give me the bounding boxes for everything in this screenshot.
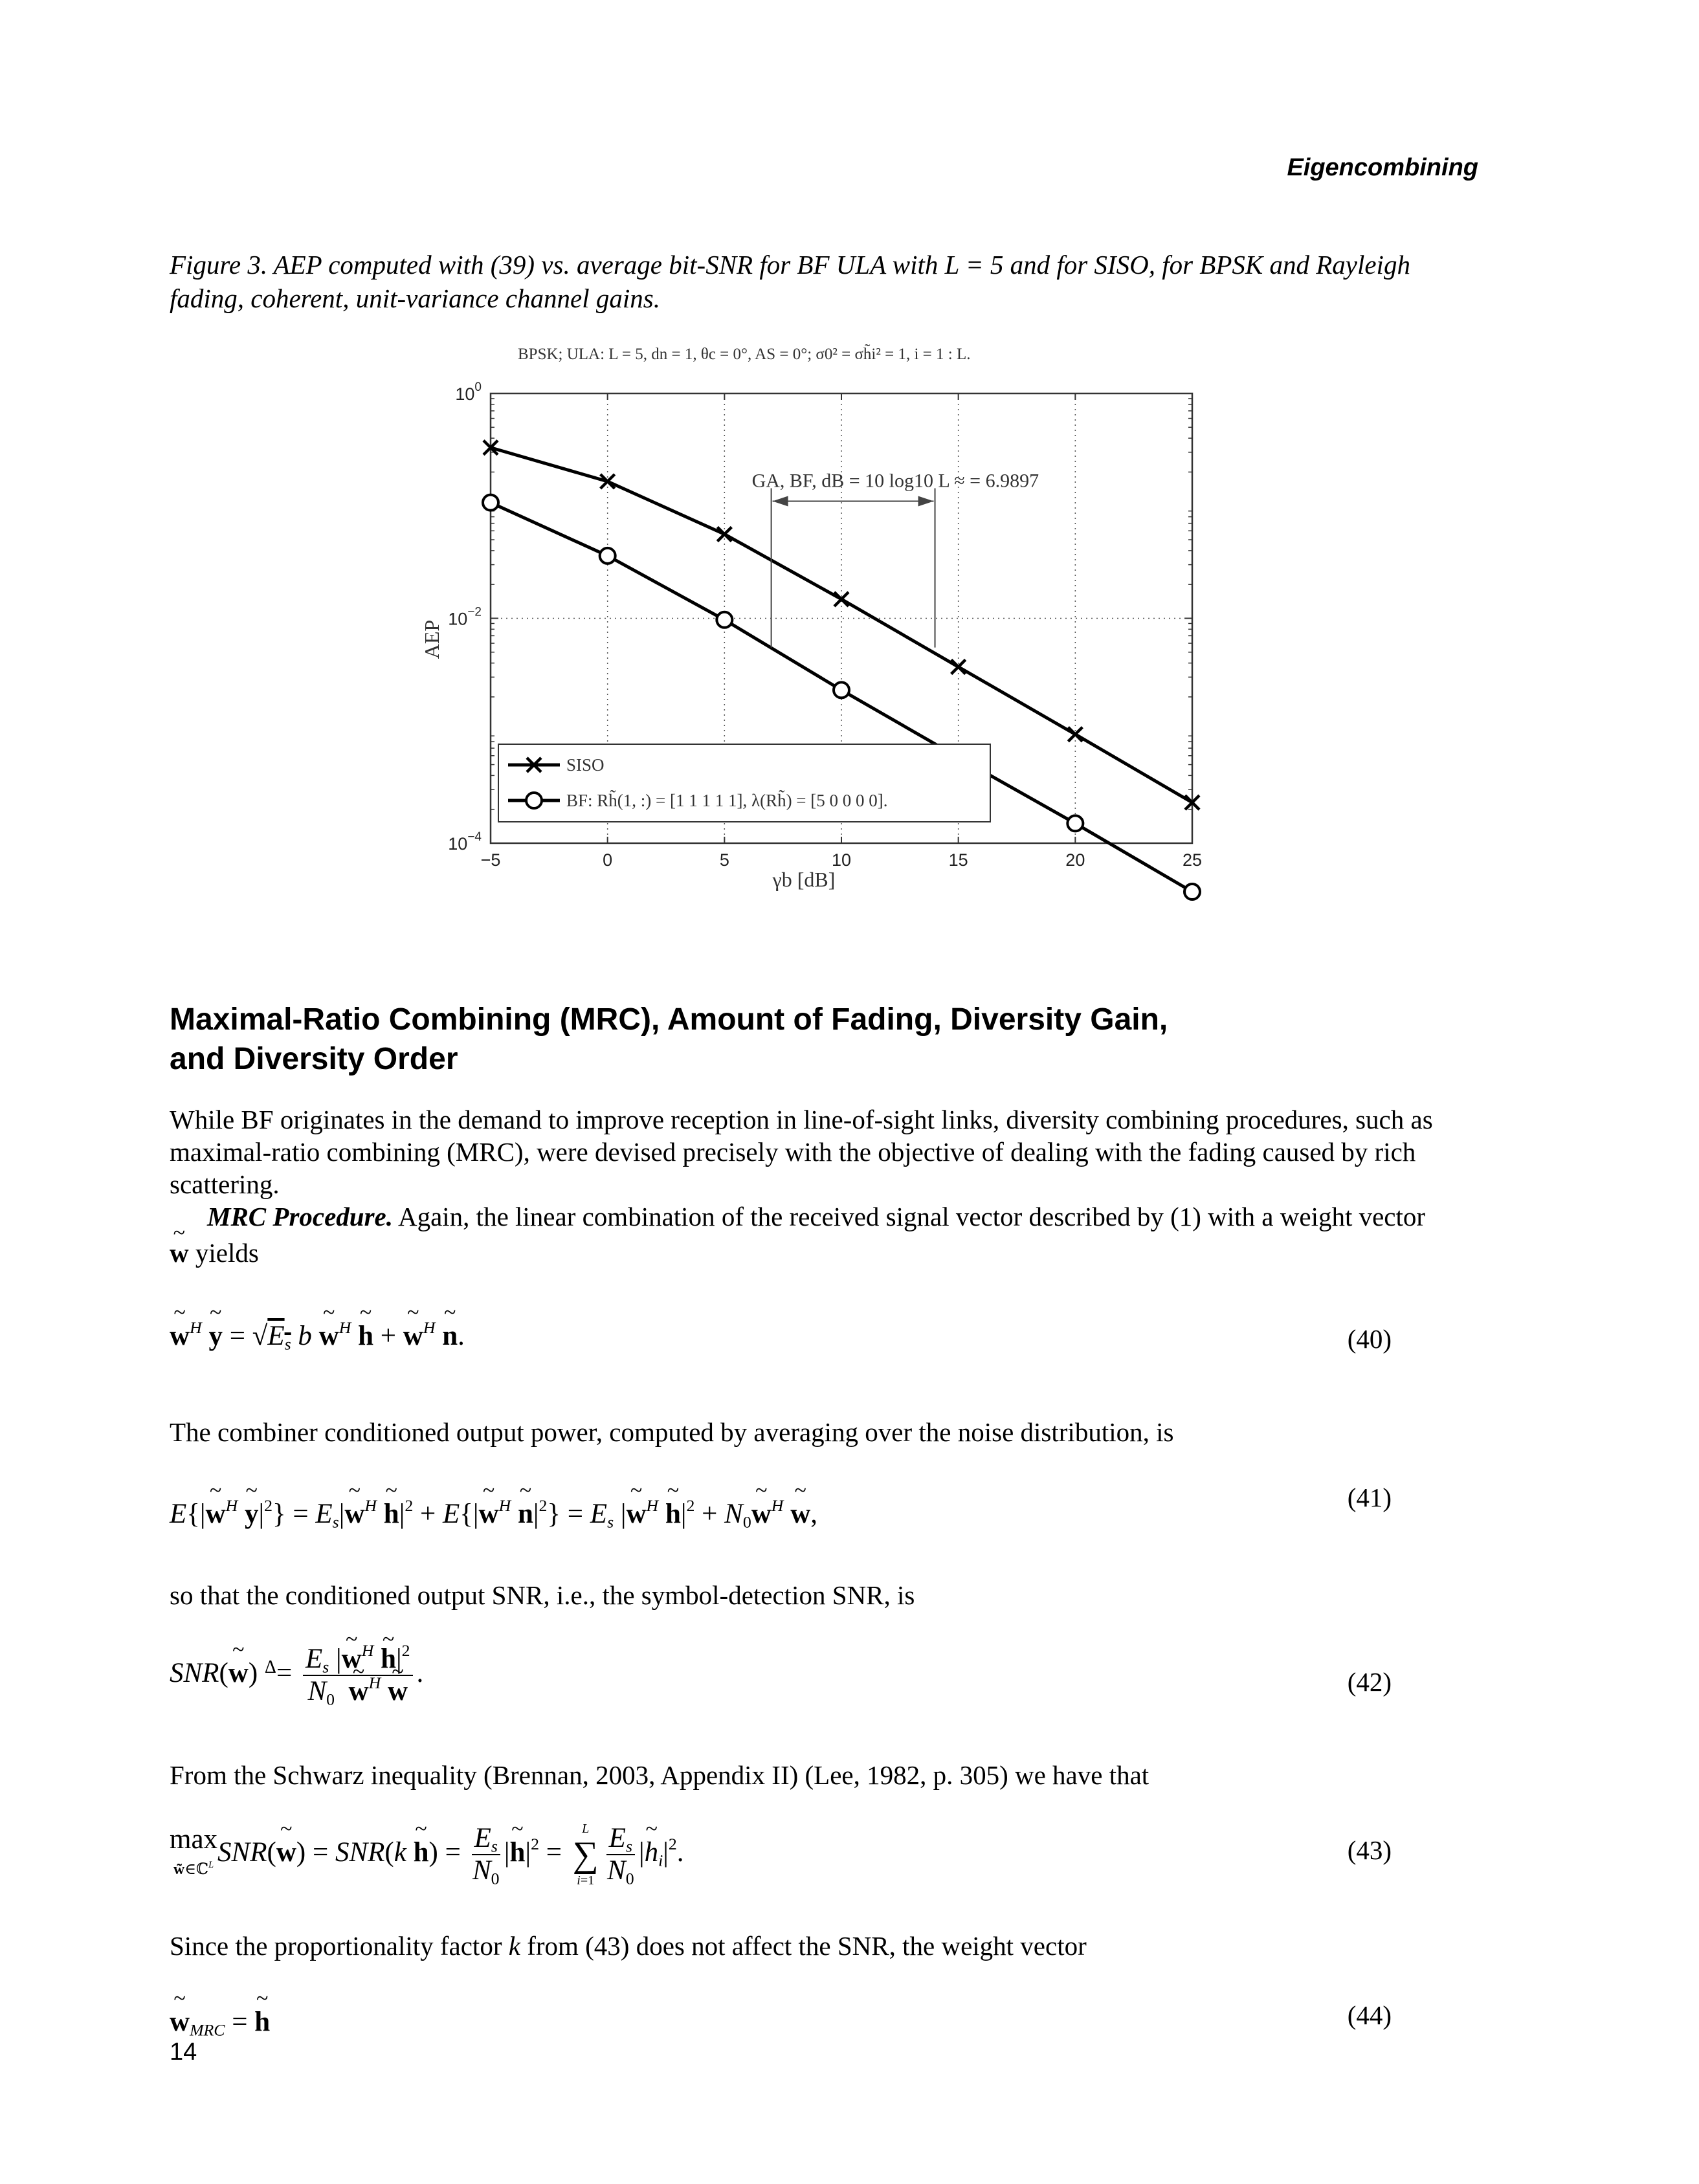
section-heading (170, 1000, 1464, 1079)
bf-marker (1067, 815, 1083, 831)
y-tick-label: $10^0$ (455, 381, 482, 404)
paragraph-snr: so that the conditioned output SNR, i.e., the symbol-detection SNR, is (170, 1580, 915, 1610)
y-tick-label: $10^{-2}$ (448, 605, 482, 629)
equation-40: ~ $w^H$ ~ $y = √E_s$ b ~ $w^H$ ~ h + ~ $w^H$ ~ n. (170, 1320, 465, 1352)
bf-marker (834, 682, 849, 698)
bf-marker (483, 495, 498, 511)
equation-number-41: (41) (1347, 1483, 1392, 1512)
equation-42: SNR(~ w) $^\Delta$= $\frac{E_s |\sim w^H \sim h|^2}{N_0 \sim w^H \sim w}$ . (170, 1644, 423, 1707)
bf-marker (600, 548, 616, 564)
section-heading-line-1: Maximal-Ratio Combining (MRC), Amount of Fading, Diversity Gain, (170, 1002, 1168, 1037)
x-tick-label: 0 (603, 850, 613, 870)
x-tick-label: 15 (948, 850, 968, 870)
paragraph-mrc: MRC Procedure. Again, the linear combination of the received signal vector described by (1) with a weight vector ~ w yields (170, 1200, 1478, 1269)
mrc-procedure-label: MRC Procedure. (207, 1202, 393, 1231)
x-tick-label: 25 (1182, 850, 1203, 870)
y-tick-label: $10^{-4}$ (448, 830, 482, 854)
since-text-a: Since the proportionality factor (170, 1931, 509, 1961)
x-tick-label: 20 (1065, 850, 1085, 870)
legend-label: BF: Rh̃(1, :) = [1 1 1 1 1], λ(Rh̃) = [5 0 0 0 0]. (566, 791, 888, 810)
siso-marker (1068, 727, 1082, 742)
paragraph-power: The combiner conditioned output power, computed by averaging over the noise distribution, is (170, 1417, 1174, 1447)
annotation-text: GA, BF, dB = 10 log10 L ≈ = 6.9897 (751, 470, 1039, 492)
y-axis-label: AEP (420, 619, 443, 659)
page-number: 14 (170, 2038, 197, 2066)
siso-marker (951, 660, 966, 674)
bf-marker (716, 612, 732, 628)
since-text-k: k (508, 1931, 520, 1961)
figure-caption: Figure 3. AEP computed with (39) vs. average bit-SNR for BF ULA with L = 5 and for SISO, for BPSK and Rayleigh fading, coherent, unit-variance channel gains. (170, 250, 1410, 313)
x-tick-label: −5 (480, 850, 501, 870)
equation-41: E{|~ $w^H$ ~ $y|^2$} = $E_s|\sim$ $w^H$ ~ $h|^2$ + E{|~ $w^H$ ~ $n|^2\} = E_s$ |~ $w^H$ ~ $h|^2$ + $N_0\sim$ $w^H$ ~ w, (170, 1498, 817, 1530)
annotation-arrowhead-left (773, 496, 788, 507)
equation-number-42: (42) (1347, 1667, 1392, 1697)
aep-chart (401, 343, 1204, 912)
chart-title: BPSK; ULA: L = 5, dn = 1, θc = 0°, AS = 0°; σ0² = σh̃i² = 1, i = 1 : L. (518, 346, 971, 363)
x-tick-label: 10 (831, 850, 852, 870)
mrc-procedure-text: Again, the linear combination of the received signal vector described by (1) with a weight vector (393, 1202, 1426, 1231)
mrc-procedure-tail: yields (188, 1238, 259, 1268)
legend-label: SISO (566, 755, 605, 775)
x-tick-label: 5 (719, 850, 729, 870)
x-axis-label: γb [dB] (772, 868, 836, 891)
equation-44: ~ $w_{MRC}$ = ~ h (170, 2006, 270, 2038)
legend-marker-o (526, 793, 542, 808)
equation-number-40: (40) (1347, 1324, 1392, 1354)
equation-number-43: (43) (1347, 1835, 1392, 1865)
equation-43: max w̃∈ℂ$^L$ SNR(~ w) = SNR(k ~ h) = $\frac{E_s}{N_0}$ |~ $h|^2 = L$ ∑ i=1 $\frac{E_s}{N_0}$ |~ $h_i|^2$. (170, 1822, 684, 1888)
paragraph-schwarz: From the Schwarz inequality (Brennan, 2003, Appendix II) (Lee, 1982, p. 305) we have that (170, 1760, 1149, 1790)
running-head: Eigencombining (1287, 154, 1478, 181)
paragraph-intro: While BF originates in the demand to improve reception in line-of-sight links, diversity combining procedures, such as maximal-ratio combining (MRC), were devised precisely with the objective of dealing with the fading caused by rich scattering. (170, 1105, 1433, 1199)
since-text-b: from (43) does not affect the SNR, the weight vector (520, 1931, 1087, 1961)
bf-marker (1184, 884, 1200, 899)
annotation-arrowhead-right (918, 496, 934, 507)
paragraph-since (170, 1930, 1478, 1962)
siso-marker (834, 592, 849, 606)
section-heading-line-2: and Diversity Order (170, 1042, 458, 1076)
equation-number-44: (44) (1347, 2000, 1392, 2030)
